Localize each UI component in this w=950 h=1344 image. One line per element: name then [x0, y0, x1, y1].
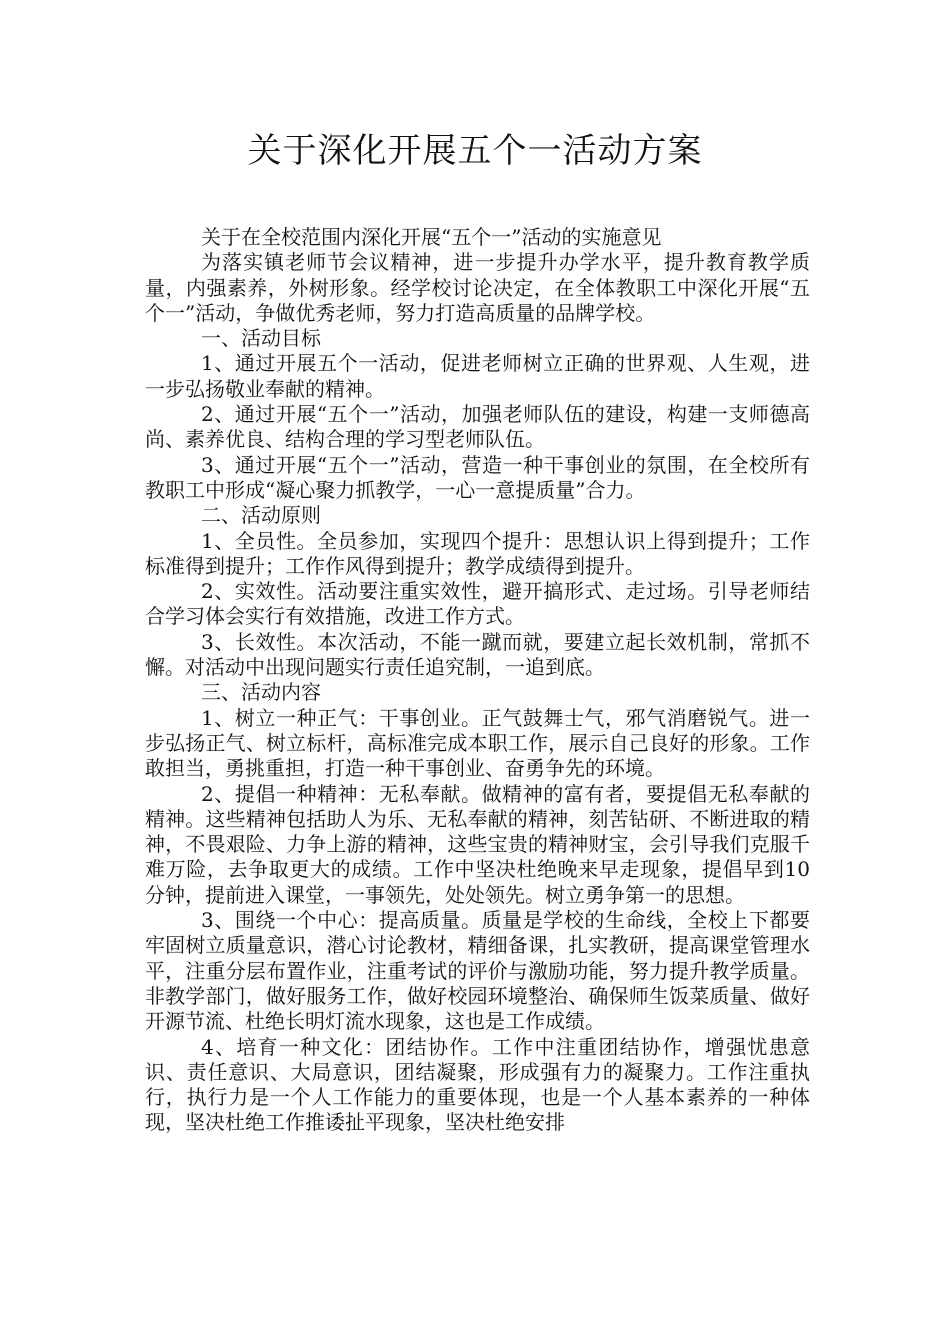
goal-item-2: 2、通过开展“五个一”活动，加强老师队伍的建设，构建一支师德高尚、素养优良、结构合理的学习型老师队伍。 [145, 402, 810, 452]
goal-item-1: 1、通过开展五个一活动，促进老师树立正确的世界观、人生观，进一步弘扬敬业奉献的精神。 [145, 351, 810, 401]
section-heading-principles: 二、活动原则 [201, 503, 321, 528]
intro-paragraph: 为落实镇老师节会议精神，进一步提升办学水平，提升教育教学质量，内强素养，外树形象。经学校讨论决定，在全体教职工中深化开展“五个一”活动，争做优秀老师，努力打造高质量的品牌学校。 [145, 250, 810, 325]
content-item-2: 2、提倡一种精神：无私奉献。做精神的富有者，要提倡无私奉献的精神。这些精神包括助人为乐、无私奉献的精神，刻苦钻研、不断进取的精神，不畏艰险、力争上游的精神，这些宝贵的精神财宝，会引导我们克服千难万险，去争取更大的成绩。工作中坚决杜绝晚来早走现象，提倡早到10分钟，提前进入课堂，一事领先，处处领先。树立勇争第一的思想。 [145, 781, 810, 907]
document-title: 关于深化开展五个一活动方案 [247, 131, 703, 171]
section-heading-goals: 一、活动目标 [201, 326, 321, 351]
section-heading-content: 三、活动内容 [201, 680, 321, 705]
document-body [145, 225, 810, 1136]
subtitle-paragraph: 关于在全校范围内深化开展“五个一”活动的实施意见 [201, 225, 662, 249]
principle-item-1: 1、全员性。全员参加，实现四个提升：思想认识上得到提升；工作标准得到提升；工作作风得到提升；教学成绩得到提升。 [145, 528, 810, 578]
content-item-1: 1、树立一种正气：干事创业。正气鼓舞士气，邪气消磨锐气。进一步弘扬正气、树立标杆，高标准完成本职工作，展示自己良好的形象。工作敢担当，勇挑重担，打造一种干事创业、奋勇争先的环境。 [145, 705, 810, 781]
content-item-4: 4、培育一种文化：团结协作。工作中注重团结协作，增强忧患意识、责任意识、大局意识，团结凝聚，形成强有力的凝聚力。工作注重执行，执行力是一个人工作能力的重要体现，也是一个人基本素养的一种体现，坚决杜绝工作推诿扯平现象，坚决杜绝安排 [145, 1034, 810, 1135]
principle-item-3: 3、长效性。本次活动，不能一蹴而就，要建立起长效机制，常抓不懈。对活动中出现问题实行责任追究制，一追到底。 [145, 629, 810, 680]
goal-item-3: 3、通过开展“五个一”活动，营造一种干事创业的氛围，在全校所有教职工中形成“凝心聚力抓教学，一心一意提质量”合力。 [145, 452, 810, 502]
content-item-3: 3、围绕一个中心：提高质量。质量是学校的生命线，全校上下都要牢固树立质量意识，潜心讨论教材，精细备课，扎实教研，提高课堂管理水平，注重分层布置作业，注重考试的评价与激励功能，努力提升教学质量。非教学部门，做好服务工作，做好校园环境整治、确保师生饭菜质量、做好开源节流、杜绝长明灯流水现象，这也是工作成绩。 [145, 908, 810, 1034]
principle-item-2: 2、实效性。活动要注重实效性，避开搞形式、走过场。引导老师结合学习体会实行有效措施，改进工作方式。 [145, 579, 810, 629]
